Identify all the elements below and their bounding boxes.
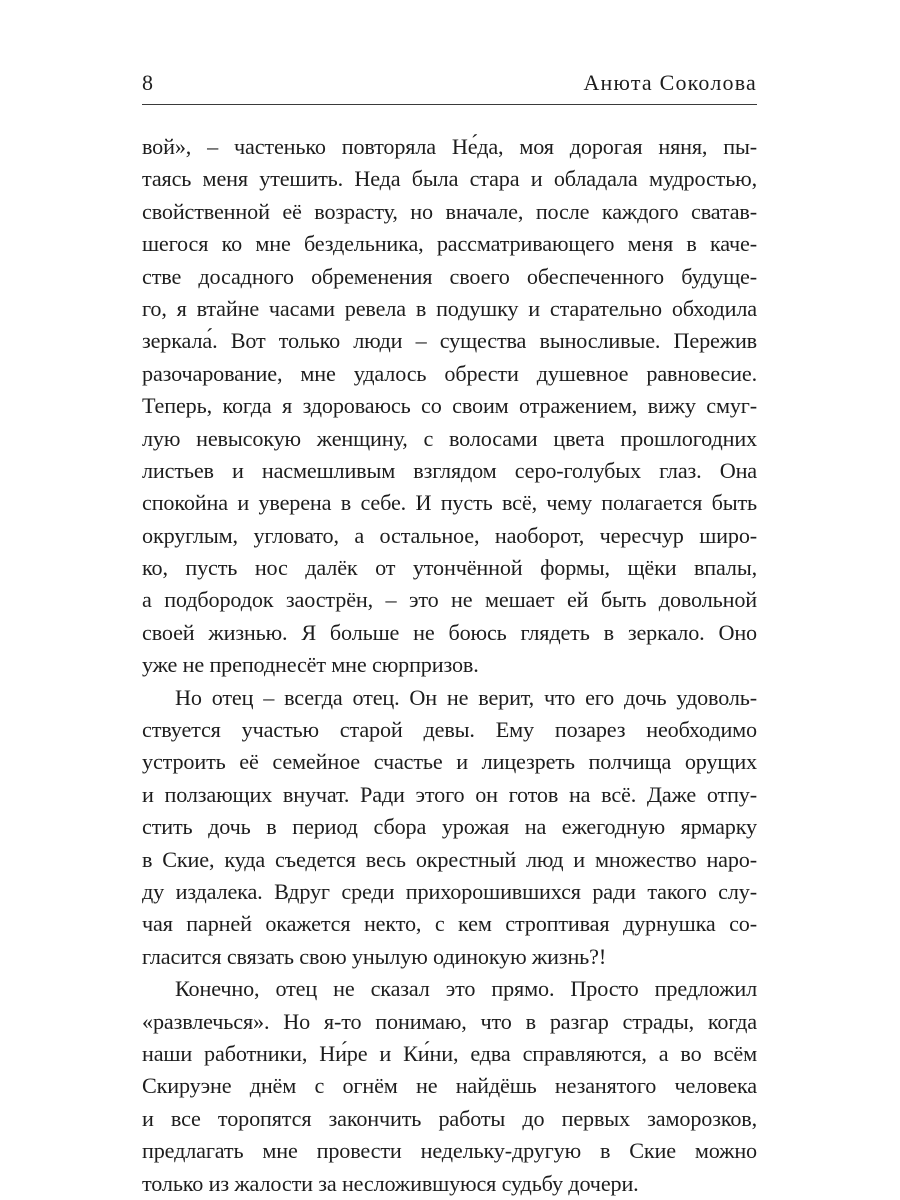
text-line: свойственной её возрасту, но вначале, после каждого сватав-	[142, 198, 757, 224]
text-line: таясь меня утешить. Неда была стара и обладала мудростью,	[142, 166, 757, 192]
text-line: лую невысокую женщину, с волосами цвета прошлогодних	[142, 425, 757, 451]
text-line: листьев и насмешливым взглядом серо-голубых глаз. Она	[142, 457, 757, 483]
page-number: 8	[142, 70, 154, 95]
text-line: уже не преподнесёт мне сюрпризов.	[142, 652, 479, 678]
text-line: Скируэне днём с огнём не найдёшь незанятого человека	[142, 1073, 757, 1099]
text-line: шегося ко мне бездельника, рассматривающего меня в каче-	[142, 231, 757, 257]
running-head	[142, 68, 757, 100]
text-line: предлагать мне провести недельку-другую в Ские можно	[142, 1138, 757, 1164]
text-line: а подбородок заострён, – это не мешает ей быть довольной	[142, 587, 757, 613]
text-line: вой», – частенько повторяла Не́да, моя дорогая няня, пы-	[142, 134, 757, 159]
text-line: «развлечься». Но я-то понимаю, что в разгар страды, когда	[142, 1008, 757, 1034]
paragraph	[142, 973, 757, 1200]
paragraph	[142, 131, 757, 682]
text-line: разочарование, мне удалось обрести душевное равновесие.	[142, 360, 757, 386]
text-line: ко, пусть нос далёк от утончённой формы, щёки впалы,	[142, 555, 757, 581]
body-text	[142, 131, 757, 1200]
text-line: гласится связать свою унылую одинокую жизнь?!	[142, 943, 607, 969]
text-line: Теперь, когда я здороваюсь со своим отражением, вижу смуг-	[142, 393, 757, 419]
text-line: ствуется участью старой девы. Ему позарез необходимо	[142, 717, 757, 743]
text-line: только из жалости за несложившуюся судьбу дочери.	[142, 1170, 639, 1196]
text-line: в Ские, куда съедется весь окрестный люд и множество наро-	[142, 846, 757, 872]
text-line: устроить её семейное счастье и лицезреть полчища орущих	[142, 749, 757, 775]
text-line: стве досадного обременения своего обеспеченного будуще-	[142, 263, 757, 289]
text-line: и все торопятся закончить работы до первых заморозков,	[142, 1105, 757, 1131]
text-line: зеркала́. Вот только люди – существа выносливые. Пережив	[142, 328, 757, 354]
text-line: стить дочь в период сбора урожая на ежегодную ярмарку	[142, 814, 757, 840]
text-line: спокойна и уверена в себе. И пусть всё, чему полагается быть	[142, 490, 757, 516]
text-line: го, я втайне часами ревела в подушку и старательно обходила	[142, 295, 757, 321]
text-line: наши работники, Ни́ре и Ки́ни, едва справляются, а во всём	[142, 1040, 757, 1066]
text-line: Но отец – всегда отец. Он не верит, что его дочь удоволь-	[175, 684, 757, 710]
paragraph	[142, 682, 757, 974]
text-line: округлым, угловато, а остальное, наоборот, чересчур широ-	[142, 522, 757, 548]
text-line: своей жизнью. Я больше не боюсь глядеть в зеркало. Оно	[142, 619, 757, 645]
header-rule	[142, 104, 757, 105]
text-line: Конечно, отец не сказал это прямо. Просто предложил	[175, 976, 757, 1002]
text-line: и ползающих внучат. Ради этого он готов на всё. Даже отпу-	[142, 781, 757, 807]
text-line: чая парней окажется некто, с кем строптивая дурнушка со-	[142, 911, 757, 937]
running-title: Анюта Соколова	[583, 70, 757, 95]
text-line: ду издалека. Вдруг среди прихорошившихся ради такого слу-	[142, 878, 757, 904]
